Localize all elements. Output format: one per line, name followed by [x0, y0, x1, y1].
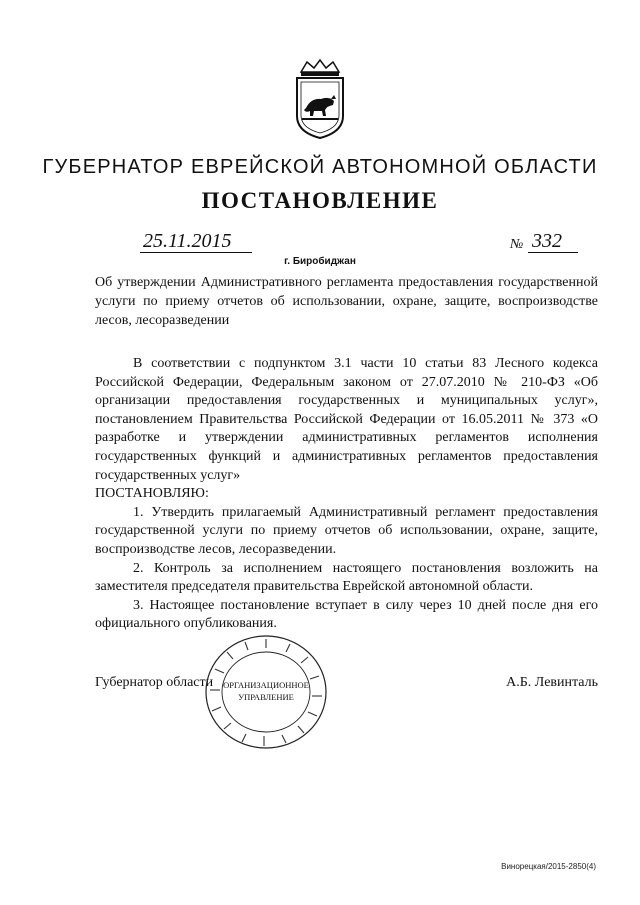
resolution-item: 2. Контроль за исполнением настоящего постановления возложить на заместителя председателя правительства Еврейской автономной области.: [95, 560, 598, 595]
issuing-authority: ГУБЕРНАТОР ЕВРЕЙСКОЙ АВТОНОМНОЙ ОБЛАСТИ: [42, 156, 598, 178]
resolution-items: [95, 504, 598, 634]
footer-code: Винорецкая/2015-2850(4): [501, 862, 596, 871]
document-number: 332: [532, 230, 562, 252]
signatory-position: Губернатор области: [95, 675, 214, 690]
resolution-item: 3. Настоящее постановление вступает в силу через 10 дней после дня его официального опубликования.: [95, 597, 598, 632]
document-type-title: ПОСТАНОВЛЕНИЕ: [201, 188, 439, 213]
coat-of-arms-emblem: [287, 58, 353, 140]
document-subject: Об утверждении Административного регламента предоставления государственной услуги по приему отчетов об использовании, охране, защите, воспроизводстве лесов, лесоразведении: [95, 275, 598, 328]
resolve-heading: ПОСТАНОВЛЯЮ:: [95, 486, 209, 502]
date-underline: [140, 252, 252, 253]
city-name: г. Биробиджан: [284, 256, 356, 267]
official-seal-stamp: [202, 632, 330, 752]
document-date: 25.11.2015: [143, 230, 232, 252]
resolution-item: 1. Утвердить прилагаемый Административный регламент предоставления государственной услуги по приему отчетов об использовании, охране, защите, воспроизводстве лесов, лесоразведении.: [95, 504, 598, 557]
preamble-paragraph: В соответствии с подпунктом 3.1 части 10 статьи 83 Лесного кодекса Российской Федерации, Федеральным законом от 27.07.2010 № 210-ФЗ «Об организации предоставления государственных и муниципальных услуг», постановлением Правительства Российской Федерации от 16.05.2011 № 373 «О разработке и утверждении административных регламентов исполнения государственных функций и административных регламентов предоставления государственных услуг»: [95, 356, 598, 483]
number-underline: [528, 252, 578, 253]
signatory-name: А.Б. Левинталь: [506, 675, 598, 690]
number-label: №: [510, 237, 524, 252]
document-body: [95, 355, 598, 634]
stamp-line-1: ОРГАНИЗАЦИОННОЕ: [223, 680, 309, 690]
stamp-line-2: УПРАВЛЕНИЕ: [238, 692, 294, 702]
